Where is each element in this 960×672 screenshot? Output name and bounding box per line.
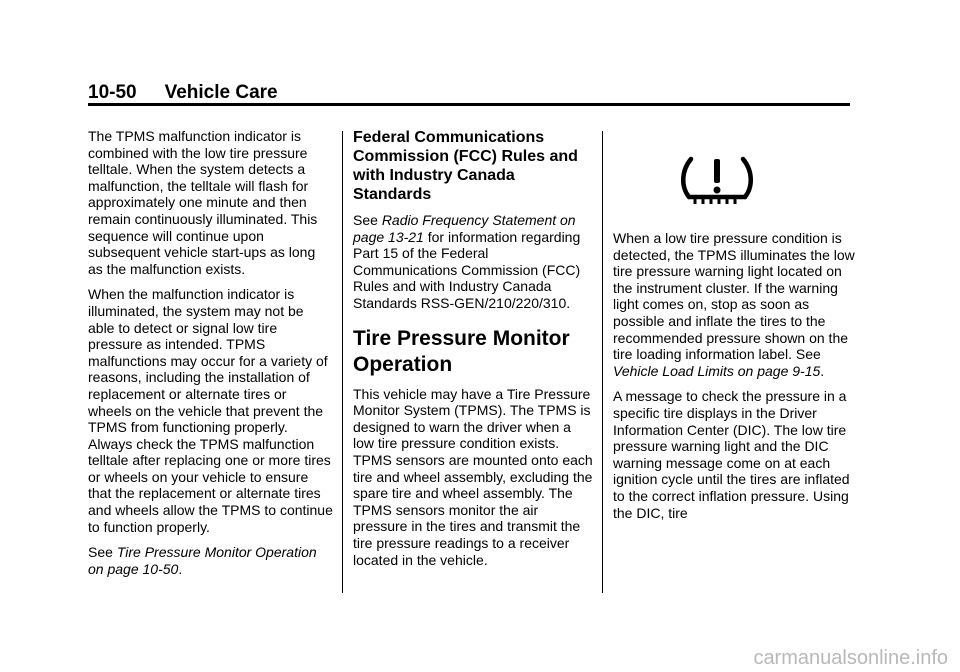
tpms-operation-link[interactable]: Tire Pressure Monitor Operation on page 10-50: [88, 544, 317, 577]
tpms-operation-heading: Tire Pressure Monitor Operation: [353, 326, 570, 376]
tpms-operation-paragraph: This vehicle may have a Tire Pressure Monitor System (TPMS). The TPMS is designed to warn the driver when a low tire pressure condition exists. TPMS sensors are mounted onto each tire and wheel assembly, excluding the spare tire and wheel assembly. The TPMS sensors monitor the air pressure in the tires and transmit the tire pressure readings to a receiver located in the vehicle.: [353, 385, 593, 568]
column-middle: [353, 128, 595, 577]
header-rule: [88, 103, 850, 106]
column-divider-left: [342, 131, 343, 593]
vehicle-load-limits-link[interactable]: Vehicle Load Limits on page 9-15: [613, 362, 821, 379]
column-divider-right: [602, 131, 603, 593]
fcc-heading: Federal Communications Commission (FCC) Rules and with Industry Canada Standards: [353, 129, 578, 203]
tire-pressure-warning-icon: [677, 153, 757, 205]
warning-light-paragraph: When a low tire pressure condition is detected, the TPMS illuminates the low tire pressure warning light located on the instrument cluster. If the warning light comes on, stop as soon as possible and inflate the tires to the recommended pressure shown on the tire loading information label. See Vehicle Load Limits on page 9-15.: [613, 230, 855, 379]
column-right: [613, 230, 858, 530]
malfunction-indicator-paragraph: The TPMS malfunction indicator is combined with the low tire pressure telltale. When the system detects a malfunction, the telltale will flash for approximately one minute and then remain continuously illuminated. This sequence will continue upon subsequent vehicle start-ups as long as the malfunction exists.: [88, 128, 318, 277]
dic-message-paragraph: A message to check the pressure in a specific tire displays in the Driver Information Center (DIC). The low tire pressure warning light and the DIC warning message come on at each ignition cycle until the tires are inflated to the correct inflation pressure. Using the DIC, tire: [613, 388, 850, 521]
radio-frequency-link[interactable]: Radio Frequency Statement on page 13-21: [353, 212, 576, 245]
fcc-paragraph: See Radio Frequency Statement on page 13-21 for information regarding Part 15 of the Federal Communications Commission (FCC) Rules and with Industry Canada Standards RSS-GEN/210/220/310.: [353, 212, 581, 311]
page-header: [88, 82, 278, 104]
malfunction-causes-paragraph: When the malfunction indicator is illuminated, the system may not be able to detect or signal low tire pressure as intended. TPMS malfunctions may occur for a variety of reasons, including the installation of replacement or alternate tires or wheels on the vehicle that prevent the TPMS from functioning properly. Always check the TPMS malfunction telltale after replacing one or more tires or wheels on your vehicle to ensure that the replacement or alternate tires and wheels allow the TPMS to continue to function properly.: [88, 286, 333, 535]
page-number: 10-50: [88, 82, 137, 103]
section-title: Vehicle Care: [164, 82, 278, 103]
column-left: [88, 128, 333, 586]
watermark: carmanualsonline.info: [753, 647, 948, 669]
see-also-paragraph: See Tire Pressure Monitor Operation on page 10-50.: [88, 544, 317, 577]
